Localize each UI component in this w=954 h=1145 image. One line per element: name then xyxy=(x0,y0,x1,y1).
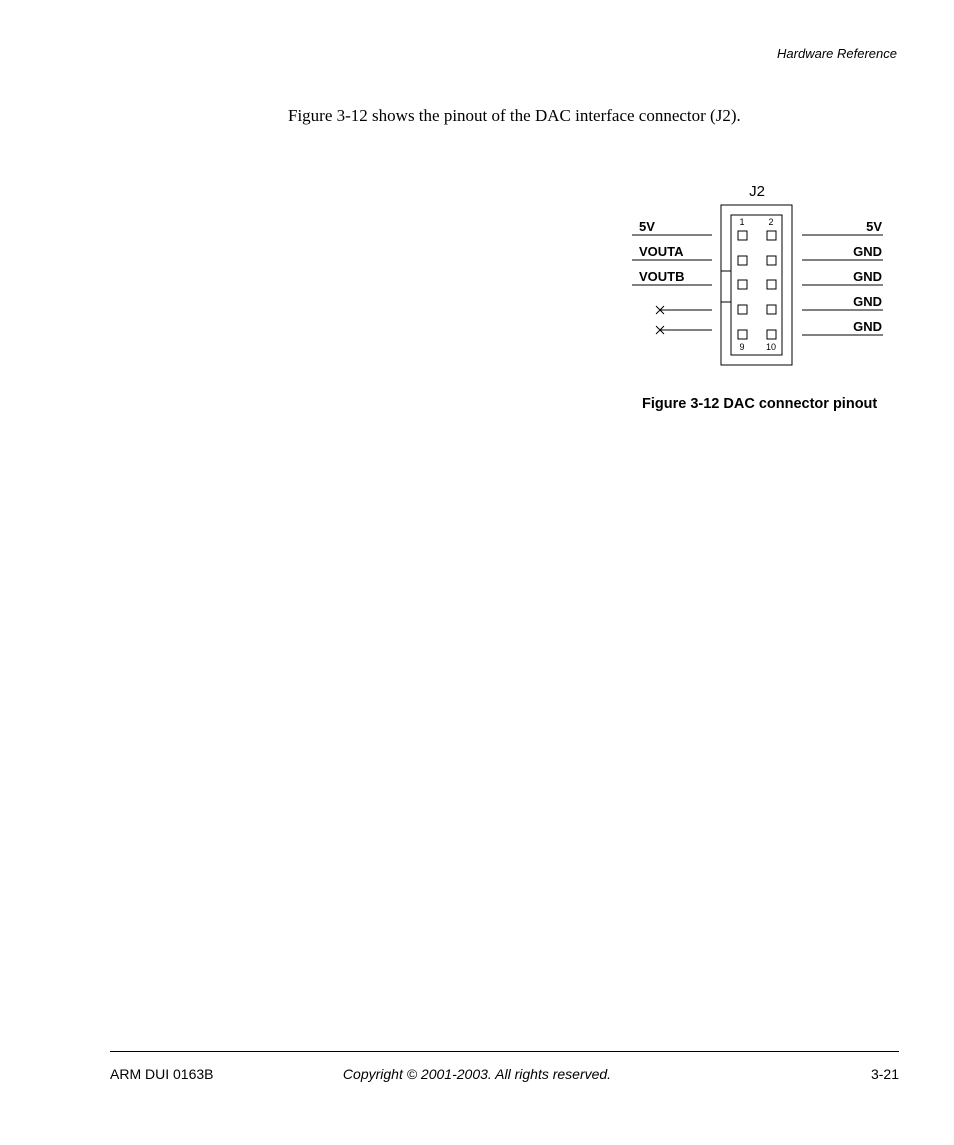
pin-6 xyxy=(767,280,776,289)
right-signal-label-4: GND xyxy=(853,294,882,309)
connector-label: J2 xyxy=(749,183,765,200)
pin-7 xyxy=(738,305,747,314)
pin-10 xyxy=(767,330,776,339)
pin-label-1: 1 xyxy=(739,217,745,227)
figure-caption: Figure 3-12 DAC connector pinout xyxy=(642,396,878,412)
body-paragraph: Figure 3-12 shows the pinout of the DAC interface connector (J2). xyxy=(288,106,741,125)
footer-doc-id: ARM DUI 0163B xyxy=(110,1066,214,1082)
pin-5 xyxy=(738,280,747,289)
pin-label-9: 9 xyxy=(739,342,745,352)
pin-2 xyxy=(767,231,776,240)
pin-8 xyxy=(767,305,776,314)
running-header: Hardware Reference xyxy=(777,46,897,61)
pin-3 xyxy=(738,256,747,265)
pin-label-10: 10 xyxy=(765,342,777,352)
pin-1 xyxy=(738,231,747,240)
footer-page-number: 3-21 xyxy=(870,1066,899,1082)
pin-9 xyxy=(738,330,747,339)
dac-connector-diagram xyxy=(620,175,900,375)
left-signal-label-2: VOUTA xyxy=(639,244,684,259)
pin-label-2: 2 xyxy=(768,217,774,227)
right-signal-label-1: 5V xyxy=(866,219,882,234)
connector-body xyxy=(721,205,792,365)
left-signal-label-1: 5V xyxy=(639,219,655,234)
footer-rule xyxy=(110,1051,899,1052)
right-signal-label-3: GND xyxy=(853,269,882,284)
left-signal-label-3: VOUTB xyxy=(639,269,685,284)
connector-inner xyxy=(731,215,782,355)
right-signal-label-5: GND xyxy=(853,319,882,334)
pin-4 xyxy=(767,256,776,265)
footer-copyright: Copyright © 2001-2003. All rights reserved. xyxy=(342,1066,612,1082)
right-signal-label-2: GND xyxy=(853,244,882,259)
